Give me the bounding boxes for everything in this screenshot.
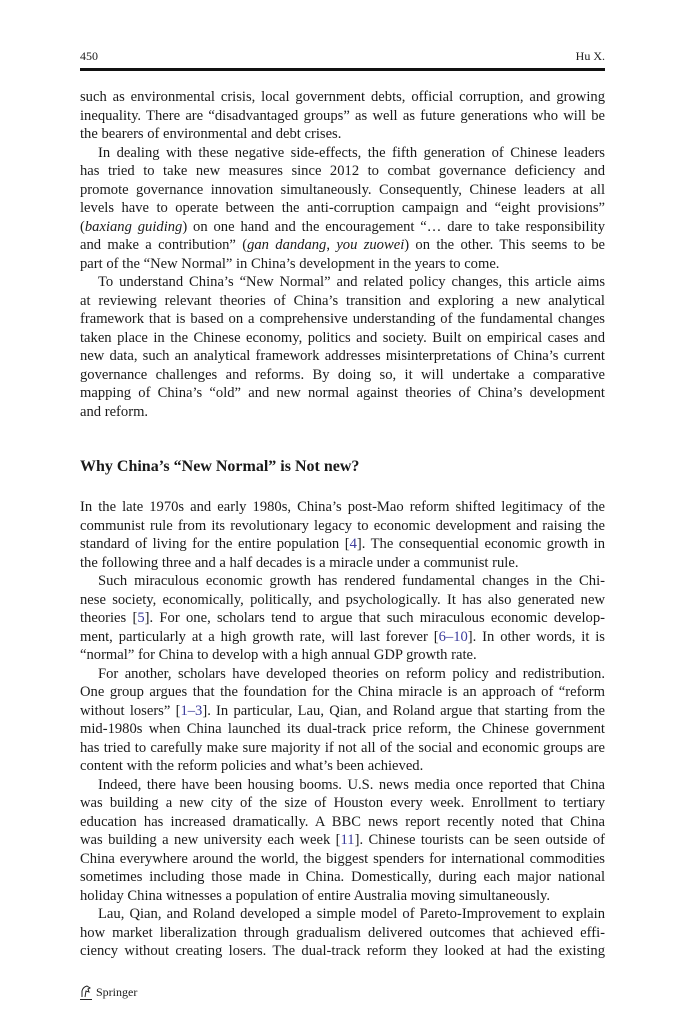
text-run: governance challenges and reforms. By doing so, it will undertake a comparative (80, 366, 605, 383)
text-run: To understand China’s “New Normal” and related policy changes, this article aims (98, 274, 605, 290)
publisher-name: Springer (96, 985, 138, 999)
text-run: how market liberalization through gradualism delivered outcomes that achieved effi- (80, 924, 605, 941)
text-line (80, 554, 605, 573)
italic-term: baxiang guiding (84, 218, 183, 235)
text-line (80, 794, 605, 813)
citation-link[interactable]: 11 (340, 832, 355, 848)
italic-term: you zuowei (336, 237, 405, 253)
text-line (80, 572, 605, 591)
text-run: and reform. (80, 403, 149, 420)
text-line (80, 591, 605, 610)
text-run: ]. In other words, it is (467, 628, 605, 645)
text-line (80, 403, 605, 422)
text-line (80, 831, 605, 850)
citation-link[interactable]: 1–3 (180, 702, 203, 719)
text-line (80, 665, 605, 684)
text-line (80, 88, 605, 107)
text-line (80, 887, 605, 906)
text-line (80, 236, 605, 255)
text-run: ]. For one, scholars tend to argue that such miraculous economic develop- (144, 610, 605, 626)
text-run: and make a contribution” ( (80, 237, 248, 253)
text-run: communist rule from its revolutionary legacy to economic development and raising the (80, 517, 605, 534)
text-line (80, 218, 605, 237)
text-line (80, 924, 605, 943)
header-rule (80, 68, 605, 71)
text-line (80, 384, 605, 403)
text-run: ]. The consequential economic growth in (356, 536, 605, 552)
text-run: was building a new city of the size of Houston every week. Enrollment to tertiary (80, 795, 605, 811)
citation-link[interactable]: 5 (137, 610, 145, 626)
text-run: sometimes including those made in China. Domestically, during each major national (80, 869, 605, 885)
text-line (80, 757, 605, 776)
text-line (80, 181, 605, 200)
text-line (80, 646, 605, 665)
text-run: Such miraculous economic growth has rendered fundamental changes in the Chi- (98, 573, 605, 589)
body-text-section (80, 498, 605, 961)
text-line (80, 273, 605, 292)
text-run: has tried to take new measures since 2012 to combat governance deficiency and (80, 163, 605, 179)
text-line (80, 255, 605, 274)
text-run: ( (80, 218, 85, 235)
text-run: ) on one hand and the encouragement “… dare to take responsibility (182, 218, 605, 235)
text-run: theories [ (80, 610, 138, 626)
text-run: One group argues that the foundation for the China miracle is an approach of “reform (80, 684, 605, 700)
text-line (80, 329, 605, 348)
text-line (80, 292, 605, 311)
text-run: Indeed, there have been housing booms. U.S. news media once reported that China (98, 776, 605, 793)
text-line (80, 107, 605, 126)
text-run: education has increased dramatically. A BBC news report recently noted that China (80, 813, 605, 830)
text-run: ciency without creating losers. The dual-track reform they looked at had the existing (80, 943, 605, 959)
text-run: In dealing with these negative side-effects, the fifth generation of Chinese leaders (98, 144, 605, 161)
text-run: the bearers of environmental and debt crises. (80, 126, 342, 142)
text-run: new data, such an analytical framework addresses misinterpretations of China’s current (80, 348, 605, 364)
italic-term: gan dandang (247, 237, 327, 253)
text-line (80, 535, 605, 554)
page-number: 450 (80, 49, 98, 63)
text-run: was building a new university each week [ (80, 832, 341, 848)
section-heading: Why China’s “New Normal” is Not new? (80, 458, 360, 475)
text-run: holiday China witnesses a population of entire Australia moving simultaneously. (80, 887, 551, 904)
text-run: taken place in the Chinese economy, politics and society. Built on empirical cases and (80, 329, 605, 346)
text-line (80, 162, 605, 181)
text-line (80, 199, 605, 218)
text-line (80, 739, 605, 758)
body-text-intro (80, 88, 605, 421)
text-run: ]. Chinese tourists can be seen outside of (354, 832, 606, 848)
text-line (80, 868, 605, 887)
text-run: the following three and a half decades is a miracle under a communist rule. (80, 554, 519, 571)
text-run: In the late 1970s and early 1980s, China’s post-Mao reform shifted legitimacy of the (80, 499, 605, 515)
text-run: ]. In particular, Lau, Qian, and Roland argue that starting from the (202, 702, 605, 719)
citation-link[interactable]: 6–10 (438, 628, 468, 645)
text-line (80, 347, 605, 366)
text-run: without losers” [ (80, 702, 181, 719)
text-run: has tried to carefully make sure majority if not all of the social and economic groups are (80, 739, 605, 756)
text-run: ) on the other. This seems to be (404, 237, 606, 253)
text-line (80, 942, 605, 961)
text-run: “normal” for China to develop with a high annual GDP growth rate. (80, 647, 477, 663)
text-line (80, 609, 605, 628)
text-run: nese society, economically, politically, and psychologically. It has also generated new (80, 591, 605, 608)
text-run: part of the “New Normal” in China’s development in the years to come. (80, 255, 500, 272)
footer (80, 985, 137, 1000)
text-line (80, 517, 605, 536)
text-line (80, 905, 605, 924)
text-run: China everywhere around the world, the biggest spenders for international commodities (80, 850, 605, 867)
text-run: framework that is based on a comprehensive understanding of the fundamental changes (80, 311, 605, 327)
text-line (80, 850, 605, 869)
text-run: mapping of China’s “old” and new normal against theories of China’s development (80, 385, 605, 401)
text-line (80, 702, 605, 721)
text-run: , (326, 237, 337, 253)
text-run: mid-1980s when China launched its dual-track price reform, the Chinese government (80, 721, 605, 737)
text-run: content with the reform policies and what’s been achieved. (80, 758, 424, 774)
text-line (80, 366, 605, 385)
text-line (80, 125, 605, 144)
text-line (80, 720, 605, 739)
text-line (80, 628, 605, 647)
running-head-author: Hu X. (575, 49, 605, 63)
text-run: promote governance innovation simultaneously. Consequently, Chinese leaders at all (80, 181, 605, 198)
text-line (80, 683, 605, 702)
citation-link[interactable]: 4 (349, 536, 357, 552)
text-run: at reviewing relevant theories of China’s transition and exploring a new analytical (80, 292, 605, 309)
text-run: ment, particularly at a high growth rate, will last forever [ (80, 628, 439, 645)
text-line (80, 498, 605, 517)
text-run: levels have to operate between the anti-corruption campaign and “eight provisions” (80, 200, 605, 216)
springer-horse-icon (80, 985, 92, 1000)
text-run: such as environmental crisis, local government debts, official corruption, and growing (80, 89, 605, 105)
text-line (80, 144, 605, 163)
text-line (80, 813, 605, 832)
text-run: Lau, Qian, and Roland developed a simple model of Pareto-Improvement to explain (98, 906, 605, 922)
text-line (80, 310, 605, 329)
text-run: inequality. There are “disadvantaged groups” as well as future generations who will be (80, 107, 605, 124)
text-run: For another, scholars have developed theories on reform policy and redistribution. (98, 665, 605, 682)
text-run: standard of living for the entire population [ (80, 536, 350, 552)
text-line (80, 776, 605, 795)
